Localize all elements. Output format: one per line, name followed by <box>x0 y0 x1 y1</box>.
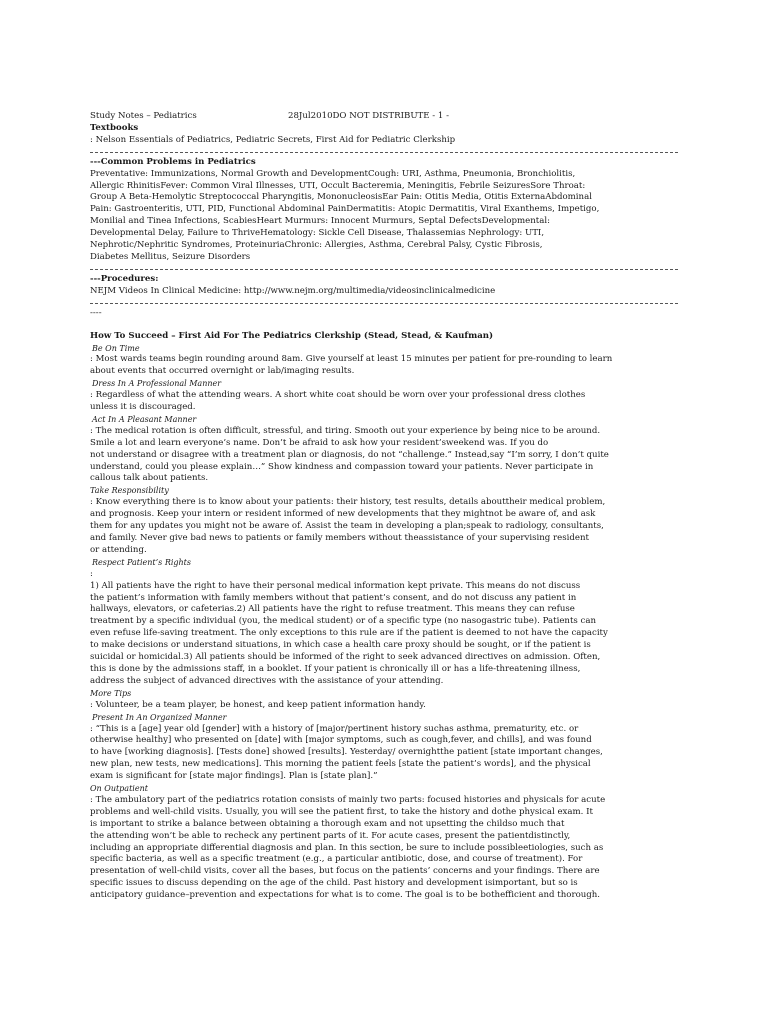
text-line: specific issues to discuss depending on the age of the child. Past history and development isimportant, but so is <box>90 878 578 889</box>
text-line: understand, could you please explain…” Show kindness and compassion toward your patients. Never participate in <box>90 461 594 472</box>
text-line: is important to strike a balance between obtaining a thorough exam and not upsetting the childso much that <box>90 818 565 829</box>
text-line: to make decisions or understand situations, in which case a health care proxy should be sought, or if the patient is <box>90 640 591 651</box>
text-line: hallways, elevators, or cafeterias.2) All patients have the right to refuse treatment. This means they can refuse <box>90 604 575 615</box>
text-line: presentation of well-child visits, cover all the bases, but focus on the patients’ concerns and your findings. There are <box>90 866 600 877</box>
subheading-tips: More Tips <box>90 688 132 698</box>
text-line: not understand or disagree with a treatment plan or diagnosis, do not “challenge.” Instead,say “I’m sorry, I don’t quite <box>90 449 609 460</box>
text-line: Smile a lot and learn everyone’s name. Don’t be afraid to ask how your resident’sweekend was. If you do <box>90 437 549 448</box>
text-line: the attending won’t be able to recheck any pertinent parts of it. For acute cases, present the patientdistinctly, <box>90 830 571 841</box>
text-line: : “This is a [age] year old [gender] with a history of [major/pertinent history suchas asthma, prematurity, etc. or <box>90 723 579 734</box>
procedures-heading: ---Procedures: <box>90 273 159 284</box>
subheading-pleasant: Act In A Pleasant Manner <box>92 414 197 424</box>
header-title: Study Notes – Pediatrics <box>90 111 197 121</box>
text-line: problems and well-child visits. Usually, you will see the patient first, to take the history and dothe physical exam. It <box>90 806 593 817</box>
text-line: new plan, new tests, new medications]. This morning the patient feels [state the patient’s words], and the physical <box>90 759 591 770</box>
text-line: : Most wards teams begin rounding around 8am. Give yourself at least 15 minutes per patient for pre-rounding to learn <box>90 354 613 365</box>
text-line: Monilial and Tinea Infections, ScabiesHeart Murmurs: Innocent Murmurs, Septal DefectsDevelopmental: <box>90 216 550 227</box>
text-line: unless it is discouraged. <box>90 402 196 413</box>
text-line: : Regardless of what the attending wears. A short white coat should be worn over your professional dress clothes <box>90 390 586 401</box>
divider <box>90 269 678 270</box>
subheading-outpatient: On Outpatient <box>90 784 148 794</box>
text-line: even refuse life-saving treatment. The only exceptions to this rule are if the patient is deemed to not have the capacity <box>90 628 608 639</box>
text-line: and prognosis. Keep your intern or resident informed of new developments that they mightnot be aware of, and ask <box>90 509 596 520</box>
text-line: : The medical rotation is often difficult, stressful, and tiring. Smooth out your experience by being nice to be around. <box>90 425 601 436</box>
text-line: them for any updates you might not be aware of. Assist the team in developing a plan;speak to radiology, consultants, <box>90 521 604 532</box>
subheading-rights: Respect Patient’s Rights <box>92 557 191 567</box>
text-line: Developmental Delay, Failure to ThriveHematology: Sickle Cell Disease, Thalassemias Nephrology: UTI, <box>90 228 545 239</box>
text-line: the patient’s information with family members without that patient’s consent, and do not discuss any patient in <box>90 592 577 603</box>
page-header <box>90 111 678 123</box>
text-line: specific bacteria, as well as a specific treatment (e.g., a particular antibiotic, dose, and course of treatment). For <box>90 854 583 865</box>
text-line: : Volunteer, be a team player, be honest, and keep patient information handy. <box>90 699 426 710</box>
document-page <box>90 111 678 902</box>
text-line: Diabetes Mellitus, Seizure Disorders <box>90 251 251 262</box>
procedures-line: NEJM Videos In Clinical Medicine: http://www.nejm.org/multimedia/videosinclinicalmedicine <box>90 285 496 296</box>
text-line: Allergic RhinitisFever: Common Viral Illnesses, UTI, Occult Bacteremia, Meningitis, Febrile SeizuresSore Throat: <box>90 180 586 191</box>
text-line: to have [working diagnosis]. [Tests done] showed [results]. Yesterday/ overnightthe patient [state important changes, <box>90 747 603 758</box>
text-line: treatment by a specific individual (you, the medical student) or of a specific type (no nasogastric tube). Patients can <box>90 616 597 627</box>
text-line: exam is significant for [state major findings]. Plan is [state plan].” <box>90 771 378 782</box>
subheading-organized: Present In An Organized Manner <box>92 712 227 722</box>
text-line: address the subject of advanced directives with the assistance of your attending. <box>90 675 444 686</box>
text-line: otherwise healthy] who presented on [date] with [major symptoms, such as cough,fever, and chills], and was found <box>90 735 592 746</box>
divider-tail: ---- <box>90 307 102 318</box>
header-meta: 28Jul2010DO NOT DISTRIBUTE - 1 - <box>288 111 450 121</box>
textbooks-line: : Nelson Essentials of Pediatrics, Pediatric Secrets, First Aid for Pediatric Clerkship <box>90 134 456 145</box>
text-line: Group A Beta-Hemolytic Streptococcal Pharyngitis, MononucleosisEar Pain: Otitis Media, Otitis ExternaAbdominal <box>90 192 592 203</box>
subheading-professional: Dress In A Professional Manner <box>92 379 222 389</box>
text-line: callous talk about patients. <box>90 473 209 484</box>
text-line: this is done by the admissions staff, in a booklet. If your patient is chronically ill or has a life-threatening illness, <box>90 663 581 674</box>
text-line: including an appropriate differential diagnosis and plan. In this section, be sure to include possibleetiologies, such as <box>90 842 604 853</box>
divider <box>90 303 678 304</box>
subheading-on-time: Be On Time <box>92 343 140 353</box>
text-line: 1) All patients have the right to have their personal medical information kept private. This means do not discuss <box>90 580 581 591</box>
text-line: Nephrotic/Nephritic Syndromes, ProteinuriaChronic: Allergies, Asthma, Cerebral Palsy, Cystic Fibrosis, <box>90 240 543 251</box>
text-line: anticipatory guidance–prevention and expectations for what is to come. The goal is to be bothefficient and thorough. <box>90 890 601 901</box>
text-line: suicidal or homicidal.3) All patients should be informed of the right to seek advanced directives on admission. Often, <box>90 652 601 663</box>
succeed-heading: How To Succeed – First Aid For The Pediatrics Clerkship (Stead, Stead, & Kaufman) <box>90 330 494 341</box>
text-line: Preventative: Immunizations, Normal Growth and DevelopmentCough: URI, Asthma, Pneumonia, Bronchiolitis, <box>90 168 576 179</box>
common-problems-heading: ---Common Problems in Pediatrics <box>90 156 256 167</box>
text-line: or attending. <box>90 544 147 555</box>
text-line: about events that occurred overnight or lab/imaging results. <box>90 366 355 377</box>
text-line: : Know everything there is to know about your patients: their history, test results, details abouttheir medical problem, <box>90 497 606 508</box>
text-line: and family. Never give bad news to patients or family members without theassistance of your supervising resident <box>90 533 589 543</box>
text-line: : <box>90 568 93 579</box>
subheading-responsibility: Take Responsibility <box>90 486 169 496</box>
text-line: Pain: Gastroenteritis, UTI, PID, Functional Abdominal PainDermatitis: Atopic Dermatitis, Viral Exanthems, Impetigo, <box>90 204 600 215</box>
divider <box>90 152 678 153</box>
text-line: : The ambulatory part of the pediatrics rotation consists of mainly two parts: focused histories and physicals for acute <box>90 794 606 805</box>
textbooks-heading: Textbooks <box>90 122 139 133</box>
